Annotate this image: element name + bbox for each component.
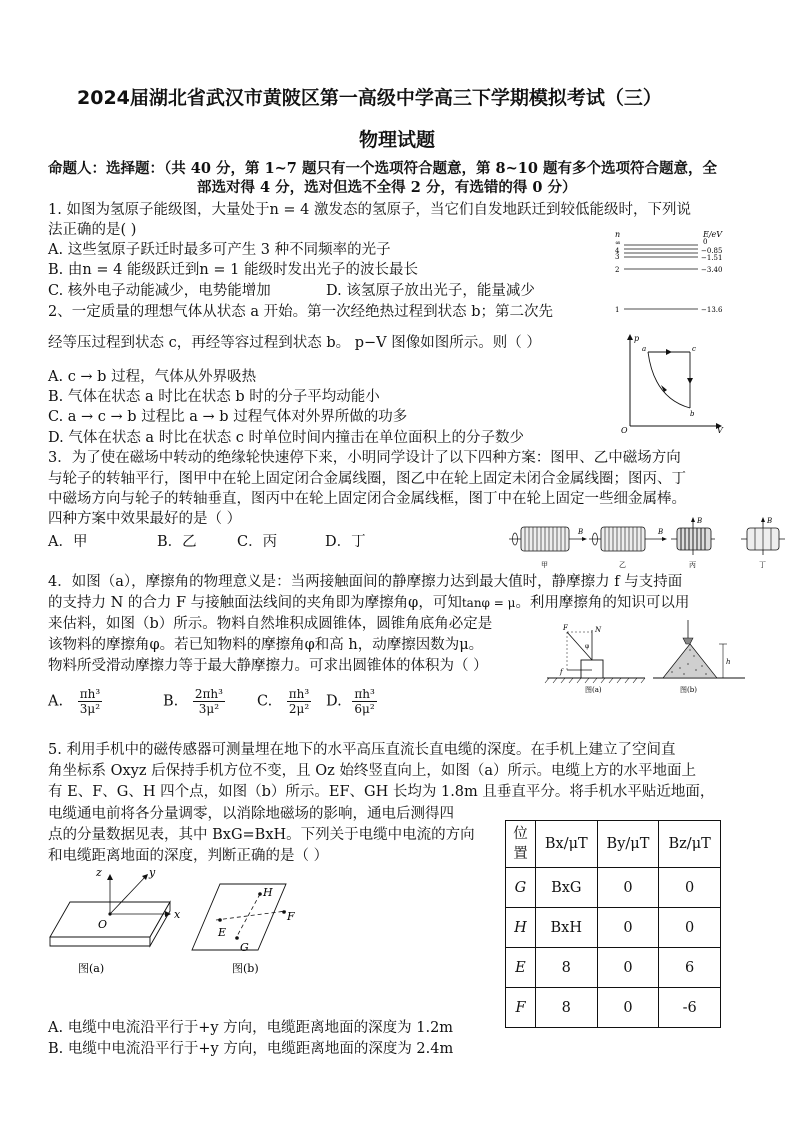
svg-text:G: G bbox=[240, 941, 249, 954]
p-axis-label: p bbox=[634, 334, 640, 343]
q4-option-a: A. $\frac{\text{πh³}}{\text{3μ²}}$ bbox=[48, 687, 101, 716]
q1-option-c: C. 核外电子动能减少，电势能增加 bbox=[48, 283, 271, 299]
q4-stem-line-4: 该物料的摩擦角φ。若已知物料的摩擦角φ和高 h，动摩擦因数为μ。 bbox=[48, 637, 484, 653]
q4-option-b: B. $\frac{\text{2πh³}}{\text{3μ²}}$ bbox=[163, 687, 223, 716]
svg-text:H: H bbox=[263, 886, 273, 899]
header-by: By/μT bbox=[597, 821, 659, 868]
svg-text:z: z bbox=[96, 866, 102, 879]
svg-text:B: B bbox=[658, 528, 664, 536]
figure-b-cone bbox=[653, 620, 745, 694]
origin-label: O bbox=[621, 426, 628, 435]
state-a-label: a bbox=[642, 345, 647, 353]
q2-option-b: B. 气体在状态 a 时比在状态 b 时的分子平均动能小 bbox=[48, 389, 380, 405]
level-n-1: 1 bbox=[615, 306, 620, 314]
scheme-bing bbox=[671, 517, 715, 569]
level-n-4: 4 bbox=[615, 247, 620, 255]
q3-stem-line-1: 3．为了使在磁场中转动的绝缘轮快速停下来，小明同学设计了以下四种方案：图甲、乙中磁场方向 bbox=[48, 450, 681, 466]
wheel-schemes-figure bbox=[505, 515, 787, 573]
figure-b-caption: 图(b) bbox=[232, 962, 259, 975]
svg-text:F: F bbox=[287, 910, 295, 923]
svg-text:f: f bbox=[560, 668, 563, 676]
table-row: G BxG 0 0 bbox=[506, 868, 721, 908]
level-n-inf: ∞ bbox=[615, 239, 621, 247]
svg-text:y: y bbox=[149, 866, 156, 879]
figure-a-caption: 图(a) bbox=[78, 962, 105, 975]
magnetic-field-table bbox=[505, 820, 721, 1028]
q1-stem-line-2: 法正确的是( ) bbox=[48, 222, 137, 238]
svg-text:E: E bbox=[218, 926, 227, 939]
svg-text:h: h bbox=[726, 658, 731, 666]
scheme-yi bbox=[589, 527, 667, 569]
q4-stem-line-3: 来估料，如图（b）所示。物料自然堆积成圆锥体，圆锥角底角必定是 bbox=[48, 616, 493, 632]
q5-stem-line-5: 点的分量数据见表，其中 BxG=BxH。下列关于电缆中电流的方向 bbox=[48, 827, 475, 843]
q5-stem-line-2: 角坐标系 Oxyz 后保持手机方位不变，且 Oz 始终竖直向上，如图（a）所示。电缆上方的水平地面上 bbox=[48, 763, 697, 779]
instructions-line-1: 命题人：选择题：（共 40 分，第 1~7 题只有一个选项符合题意，第 8~10 题有多个选项符合题意，全 bbox=[48, 160, 717, 177]
q1-option-d: D. 该氢原子放出光子，能量减少 bbox=[326, 283, 535, 299]
table-row: F 8 0 -6 bbox=[506, 988, 721, 1028]
scheme-jia bbox=[509, 527, 587, 569]
svg-text:B: B bbox=[697, 517, 703, 525]
state-c-label: c bbox=[692, 345, 696, 353]
level-e-inf: 0 bbox=[703, 238, 708, 246]
phone-coordinate-figures bbox=[40, 862, 295, 987]
q2-option-a: A. c → b 过程，气体从外界吸热 bbox=[48, 369, 257, 385]
q4-stem-line-1: 4．如图（a），摩擦角的物理意义是：当两接触面间的静摩擦力达到最大值时，静摩擦力 f 与支持面 bbox=[48, 574, 683, 590]
energy-level-diagram bbox=[606, 228, 746, 322]
q2-option-c: C. a → c → b 过程比 a → b 过程气体对外界所做的功多 bbox=[48, 409, 408, 425]
scheme-ding bbox=[741, 517, 785, 569]
table-row: E 8 0 6 bbox=[506, 948, 721, 988]
level-e-3: −1.51 bbox=[701, 254, 723, 262]
level-e-2: −3.40 bbox=[701, 266, 723, 274]
level-e-4: −0.85 bbox=[701, 247, 723, 255]
scheme-jia-label: 甲 bbox=[541, 561, 548, 569]
figure-a-block bbox=[545, 624, 645, 694]
figure-a-caption: 图(a) bbox=[585, 686, 602, 694]
q3-option-b: B．乙 bbox=[157, 534, 197, 550]
header-bx: Bx/μT bbox=[535, 821, 597, 868]
header-position: 位置 bbox=[506, 821, 536, 868]
header-bz: Bz/μT bbox=[659, 821, 721, 868]
table-row: H BxH 0 0 bbox=[506, 908, 721, 948]
q4-stem-line-2: 的支持力 N 的合力 F 与接触面法线间的夹角即为摩擦角φ，可知tanφ = μ。利用摩擦角的知识可以用 bbox=[48, 595, 690, 611]
page-subtitle: 物理试题 bbox=[359, 129, 436, 151]
q5-option-b: B. 电缆中电流沿平行于+y 方向，电缆距离地面的深度为 2.4m bbox=[48, 1041, 454, 1057]
q3-stem-line-2: 与轮子的转轴平行，图甲中在轮上固定闭合金属线圈，图乙中在轮上固定未闭合金属线圈；图丙、丁 bbox=[48, 471, 686, 487]
q1-option-b: B. 由n = 4 能级跃迁到n = 1 能级时发出光子的波长最长 bbox=[48, 262, 418, 278]
level-e-1: −13.6 bbox=[701, 306, 723, 314]
scheme-yi-label: 乙 bbox=[619, 561, 626, 569]
instructions-line-2: 部选对得 4 分，选对但选不全得 2 分，有选错的得 0 分） bbox=[197, 179, 577, 196]
q4-option-c: C. $\frac{\text{πh³}}{\text{2μ²}}$ bbox=[257, 687, 310, 716]
q5-stem-line-6: 和电缆距离地面的深度，判断正确的是（ ） bbox=[48, 848, 329, 864]
q4-stem-line-5: 物料所受滑动摩擦力等于最大静摩擦力。可求出圆锥体的体积为（ ） bbox=[48, 658, 488, 674]
table-header-row bbox=[506, 821, 721, 868]
level-n-2: 2 bbox=[615, 266, 620, 274]
q2-option-d: D. 气体在状态 a 时比在状态 c 时单位时间内撞击在单位面积上的分子数少 bbox=[48, 430, 525, 446]
scheme-bing-label: 丙 bbox=[689, 561, 696, 569]
svg-text:O: O bbox=[98, 918, 108, 931]
figure-b-ground bbox=[192, 884, 295, 975]
svg-text:B: B bbox=[767, 517, 773, 525]
scheme-ding-label: 丁 bbox=[759, 561, 766, 569]
figure-b-caption: 图(b) bbox=[680, 686, 697, 694]
svg-text:φ: φ bbox=[585, 643, 590, 650]
q2-stem-line-2: 经等压过程到状态 c，再经等容过程到状态 b。 p−V 图像如图所示。则（ ） bbox=[48, 335, 541, 351]
v-axis-label: V bbox=[717, 426, 723, 435]
q5-stem-line-3: 有 E、F、G、H 四个点，如图（b）所示。EF、GH 长均为 1.8m 且垂直平分。将手机水平贴近地面， bbox=[48, 784, 715, 800]
q5-option-a: A. 电缆中电流沿平行于+y 方向，电缆距离地面的深度为 1.2m bbox=[48, 1020, 454, 1036]
q5-stem-line-4: 电缆通电前将各分量调零，以消除地磁场的影响，通电后测得四 bbox=[48, 806, 454, 822]
svg-text:F: F bbox=[563, 624, 568, 632]
q3-option-c: C．丙 bbox=[237, 534, 278, 550]
level-n-3: 3 bbox=[615, 253, 620, 261]
n-axis-label: n bbox=[615, 230, 621, 239]
figure-a-phone bbox=[50, 866, 181, 975]
q2-stem-line-1: 2、一定质量的理想气体从状态 a 开始。第一次经绝热过程到状态 b；第二次先 bbox=[48, 304, 553, 320]
q4-tan-formula: tanφ = μ bbox=[461, 596, 516, 610]
q5-stem-line-1: 5. 利用手机中的磁传感器可测量埋在地下的水平高压直流长直电缆的深度。在手机上建立了空间直 bbox=[48, 742, 676, 758]
friction-angle-figures bbox=[545, 620, 750, 696]
pv-diagram bbox=[618, 330, 728, 434]
q3-stem-line-4: 四种方案中效果最好的是（ ） bbox=[48, 511, 242, 527]
q3-option-d: D．丁 bbox=[325, 534, 366, 550]
page-title: 2024届湖北省武汉市黄陂区第一高级中学高三下学期模拟考试（三） bbox=[77, 87, 662, 109]
q3-stem-line-3: 中磁场方向与轮子的转轴垂直，图丙中在轮上固定闭合金属线框，图丁中在轮上固定一些细金属棒。 bbox=[48, 491, 686, 507]
q1-option-a: A. 这些氢原子跃迁时最多可产生 3 种不同频率的光子 bbox=[48, 242, 391, 258]
e-axis-label: E/eV bbox=[703, 230, 723, 239]
q1-stem-line-1: 1. 如图为氢原子能级图，大量处于n = 4 激发态的氢原子，当它们自发地跃迁到较低能级时，下列说 bbox=[48, 202, 691, 218]
state-b-label: b bbox=[690, 410, 695, 418]
q4-option-d: D. $\frac{\text{πh³}}{\text{6μ²}}$ bbox=[326, 687, 375, 716]
svg-text:x: x bbox=[174, 908, 181, 921]
svg-text:N: N bbox=[595, 626, 602, 634]
svg-text:B: B bbox=[578, 528, 584, 536]
q3-option-a: A．甲 bbox=[48, 534, 88, 550]
